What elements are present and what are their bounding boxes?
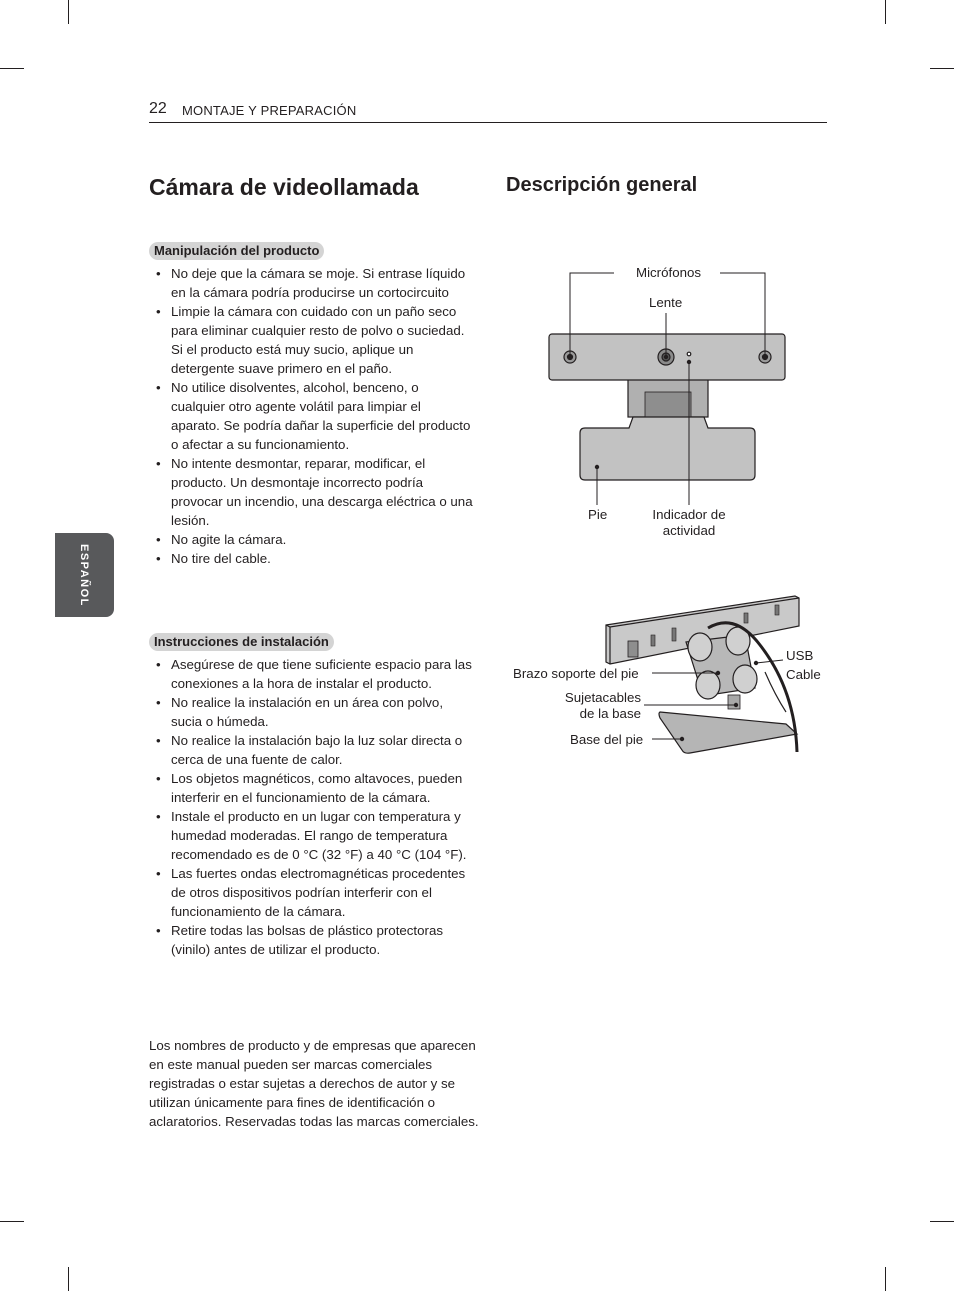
list-item: • No utilice disolventes, alcohol, benceno, o cualquier otro agente volátil para limpiar el aparato. Se podría dañar la superficie del producto o afectar a su funcionamiento. [153,378,473,454]
list-item: • Retire todas las bolsas de plástico protectoras (vinilo) antes de utilizar el producto. [153,921,473,959]
list-item: • Los objetos magnéticos, como altavoces, pueden interferir en el funcionamiento de la cámara. [153,769,473,807]
label-activity-indicator: Indicador de actividad [652,507,726,538]
list-item: • No tire del cable. [153,549,473,568]
list-item: • No deje que la cámara se moje. Si entrase líquido en la cámara podría producirse un cortocircuito [153,264,473,302]
list-item: • Asegúrese de que tiene suficiente espacio para las conexiones a la hora de instalar el producto. [153,655,473,693]
overview-title: Descripción general [506,174,698,196]
list-item: • No agite la cámara. [153,530,473,549]
label-stand: Pie [588,507,608,522]
page-title: Cámara de videollamada [149,174,419,200]
label-stand-base: Base del pie [570,732,644,747]
label-cable: Cable [786,667,821,682]
page-number: 22 [149,100,167,117]
language-tab-label: ESPAÑOL [78,544,90,607]
label-stand-arm: Brazo soporte del pie [513,666,639,681]
install-heading: Instrucciones de instalación [149,633,334,651]
handling-heading: Manipulación del producto [149,242,324,260]
list-item: • Limpie la cámara con cuidado con un paño seco para eliminar cualquier resto de polvo o suciedad. Si el producto está muy sucio, aplique un detergente suave primero en el paño. [153,302,473,378]
label-microphones: Micrófonos [636,265,702,280]
list-item: • Instale el producto en un lugar con temperatura y humedad moderadas. El rango de temperatura recomendado es de 0 °C (32 °F) a 40 °C (104 °F). [153,807,473,864]
label-cable-holder-line2: de la base [579,706,641,721]
label-cable-holder-line1: Sujetacables [564,690,641,705]
list-item: • No realice la instalación bajo la luz solar directa o cerca de una fuente de calor. [153,731,473,769]
section-title: MONTAJE Y PREPARACIÓN [182,103,357,118]
label-usb: USB [786,648,814,663]
list-item: • No intente desmontar, reparar, modificar, el producto. Un desmontaje incorrecto podría provocar un incendio, una descarga eléctrica o una lesión. [153,454,473,530]
list-item: • Las fuertes ondas electromagnéticas procedentes de otros dispositivos podrían interferir con el funcionamiento de la cámara. [153,864,473,921]
label-lens: Lente [649,295,683,310]
trademark-note: Los nombres de producto y de empresas que aparecen en este manual pueden ser marcas comerciales registradas o estar sujetas a derechos de autor y se utilizan únicamente para fines de identificación o aclaratorios. Reservadas todas las marcas comerciales. [149,1038,479,1129]
list-item: • No realice la instalación en un área con polvo, sucia o húmeda. [153,693,473,731]
